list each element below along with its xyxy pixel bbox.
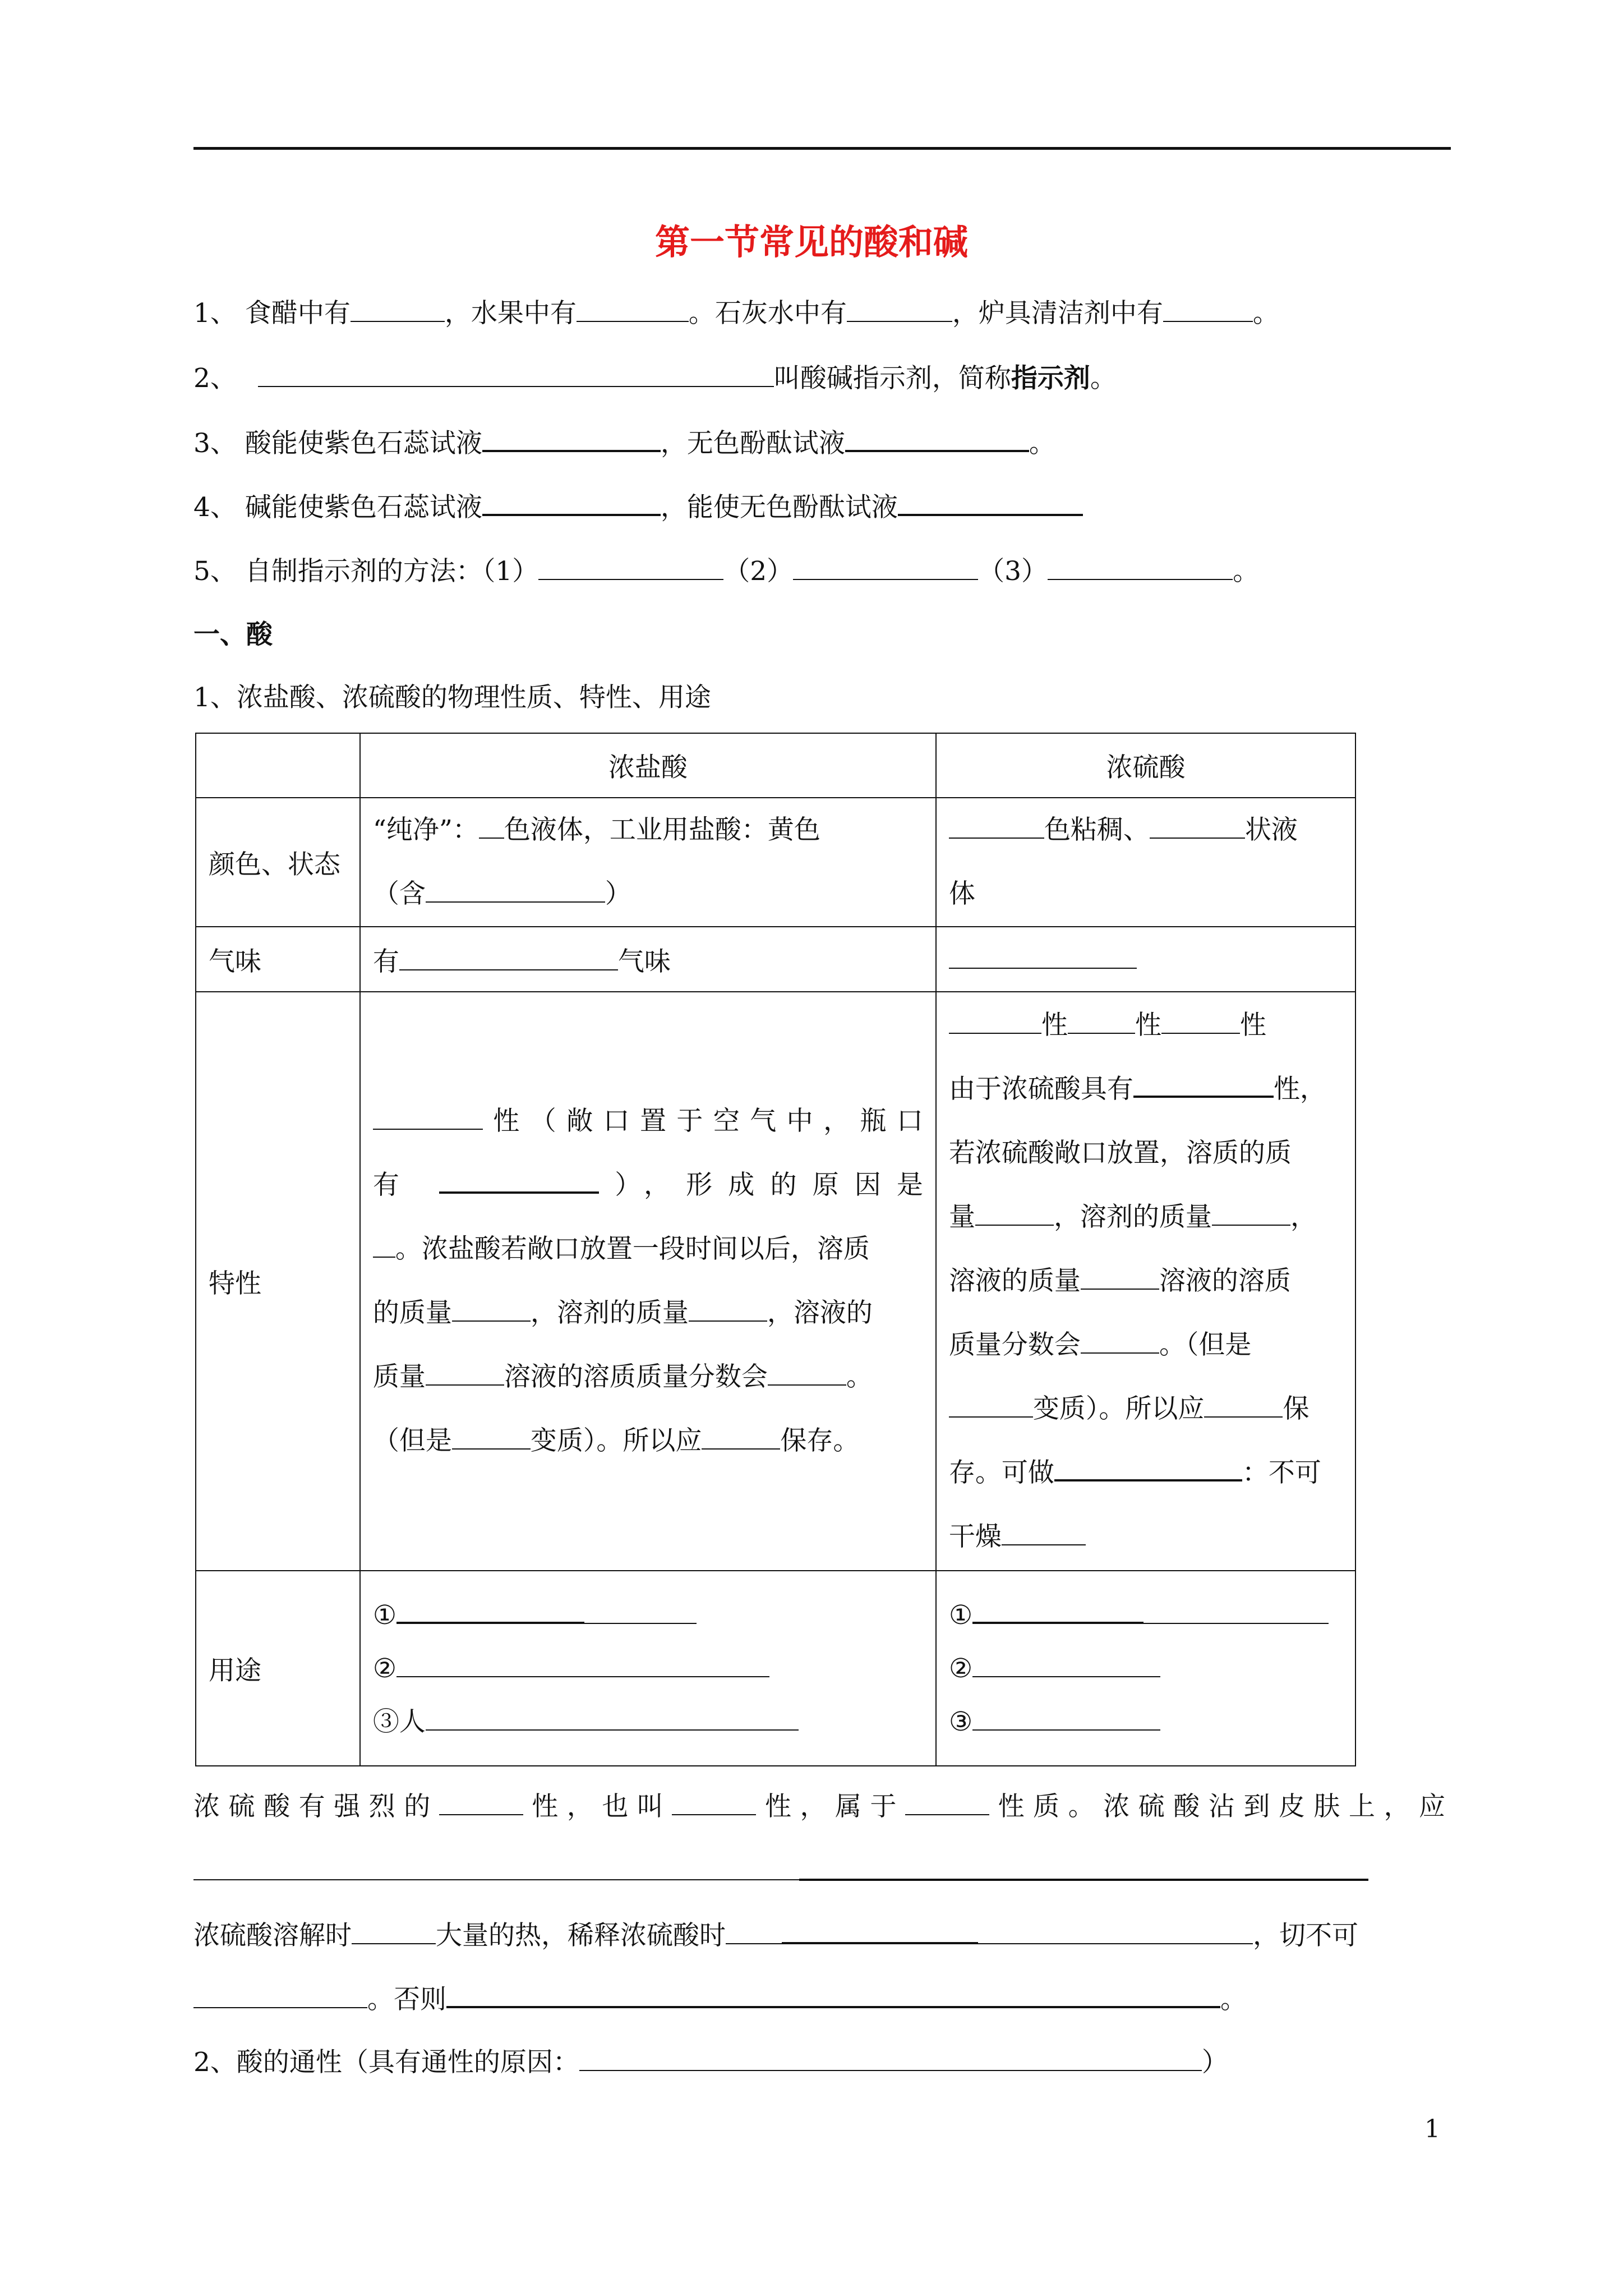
answer-blank[interactable] [972,1705,1160,1731]
answer-blank[interactable] [446,1981,1220,2008]
answer-blank[interactable] [1054,1455,1242,1481]
answer-blank[interactable] [373,1104,483,1130]
answer-blank[interactable] [1048,554,1233,580]
answer-blank[interactable] [396,1597,584,1624]
answer-blank[interactable] [538,554,723,580]
answer-blank[interactable] [847,296,952,322]
question-1: 1、 食醋中有 ，水果中有 。石灰水中有 ，炉具清洁剂中有 。 [193,296,1279,330]
answer-blank[interactable] [702,1424,780,1450]
answer-blank[interactable] [975,1200,1054,1226]
table-cell: ① ② ③人 [360,1571,936,1766]
answer-blank[interactable] [584,1598,697,1624]
answer-blank[interactable] [193,1982,367,2008]
column-header: 浓硫酸 [936,733,1355,798]
answer-blank[interactable] [1081,1328,1159,1354]
answer-blank[interactable] [1204,1392,1283,1418]
answer-blank[interactable] [949,813,1044,839]
answer-blank[interactable] [396,1651,769,1677]
table-cell [196,733,360,798]
answer-blank[interactable] [1212,1200,1290,1226]
row-label: 特性 [196,992,360,1571]
answer-blank[interactable] [482,425,661,452]
row-label: 颜色、状态 [196,798,360,927]
answer-blank[interactable] [845,425,1029,452]
answer-blank[interactable] [689,1296,767,1322]
answer-blank[interactable] [439,1167,599,1194]
answer-blank[interactable] [726,1918,782,1944]
table-cell: “纯净”： 色液体，工业用盐酸：黄色 （含 ） [360,798,936,927]
section-heading: 一、酸 [193,619,273,650]
answer-blank[interactable] [1002,1520,1086,1545]
answer-blank[interactable] [972,1597,1144,1624]
table-row [196,927,1355,992]
table-cell: 色粘稠、 状液 体 [936,798,1355,927]
answer-blank[interactable] [399,945,618,970]
row-label: 气味 [196,927,360,992]
answer-blank[interactable] [439,1789,523,1815]
question-2: 2、 叫酸碱指示剂，简称指示剂。 [193,361,1117,395]
table-row [196,798,1355,927]
answer-blank[interactable] [1068,1008,1135,1034]
answer-blank[interactable] [799,1879,1368,1881]
warning-line: 。否则 。 [193,1981,1247,2017]
answer-blank[interactable] [352,1918,436,1944]
answer-blank[interactable] [768,1360,846,1386]
answer-blank[interactable] [905,1789,989,1815]
header-rule [193,147,1451,150]
acid-general-properties: 2、酸的通性（具有通性的原因： ） [193,2045,1228,2079]
answer-blank[interactable] [579,2045,1202,2071]
answer-blank[interactable] [1144,1598,1329,1624]
table-cell: 性 性 性 由于浓硫酸具有 性， 若浓硫酸敞口放置，溶质的质 量 ，溶剂的质量 ， 溶液的质量 溶液的溶质 质量分数会 。（但是 变质）。所以应 保 存。可做 ：不可 干燥 [936,992,1355,1571]
dilution-line: 浓硫酸溶解时 大量的热，稀释浓硫酸时 ，切不可 [193,1917,1358,1953]
answer-blank[interactable] [978,1918,1253,1944]
acid-properties-table [195,733,1356,1766]
answer-blank[interactable] [452,1424,531,1450]
row-label: 用途 [196,1571,360,1766]
answer-blank[interactable] [972,1651,1160,1677]
question-5: 5、 自制指示剂的方法：（1） （2） （3） 。 [193,554,1259,588]
answer-blank[interactable] [1150,813,1245,839]
table-cell: 性（敞口置于空气中，瓶口 有 ），形成的原因是 。浓盐酸若敞口放置一段时间以后，溶质 的质量 ，溶剂的质量 ，溶液的 质量 溶液的溶质质量分数会 。 （但是 变质）。所以应 保存。 [360,992,936,1571]
answer-blank[interactable] [1081,1264,1159,1290]
question-3: 3、 酸能使紫色石蕊试液 ，无色酚酞试液 。 [193,425,1055,461]
answer-blank[interactable] [482,489,661,516]
answer-blank[interactable] [452,1296,531,1322]
table-row [196,1571,1355,1766]
answer-blank[interactable] [949,1008,1041,1034]
question-4: 4、 碱能使紫色石蕊试液 ，能使无色酚酞试液 [193,489,1083,524]
table-cell: ① ② ③ [936,1571,1355,1766]
answer-blank[interactable] [672,1789,756,1815]
answer-blank[interactable] [426,1360,504,1386]
table-row [196,992,1355,1571]
page-title: 第一节常见的酸和碱 [654,222,968,263]
answer-blank[interactable] [426,1705,799,1731]
answer-blank[interactable] [949,943,1137,969]
answer-blank[interactable] [577,296,689,322]
answer-blank[interactable] [373,1232,395,1258]
subsection-heading: 1、浓盐酸、浓硫酸的物理性质、特性、用途 [193,682,711,713]
answer-blank[interactable] [1163,296,1253,322]
table-cell [936,927,1355,992]
answer-blank[interactable] [1133,1071,1274,1098]
answer-blank[interactable] [258,361,774,387]
answer-blank[interactable] [1161,1008,1240,1034]
page-number: 1 [1424,2115,1440,2143]
table-cell: 有 气味 [360,927,936,992]
answer-blank[interactable] [793,554,978,580]
answer-blank[interactable] [351,296,445,322]
answer-blank[interactable] [898,489,1083,516]
answer-blank[interactable] [426,877,605,903]
column-header: 浓盐酸 [360,733,936,798]
answer-blank[interactable] [479,813,504,839]
answer-blank[interactable] [193,1879,799,1880]
answer-blank[interactable] [782,1917,978,1944]
table-header-row [196,733,1355,798]
sulfuric-acid-paragraph: 浓硫酸有强烈的 性，也叫 性，属于 性质。浓硫酸沾到皮肤上，应 [193,1789,1445,1824]
answer-blank[interactable] [949,1392,1033,1418]
